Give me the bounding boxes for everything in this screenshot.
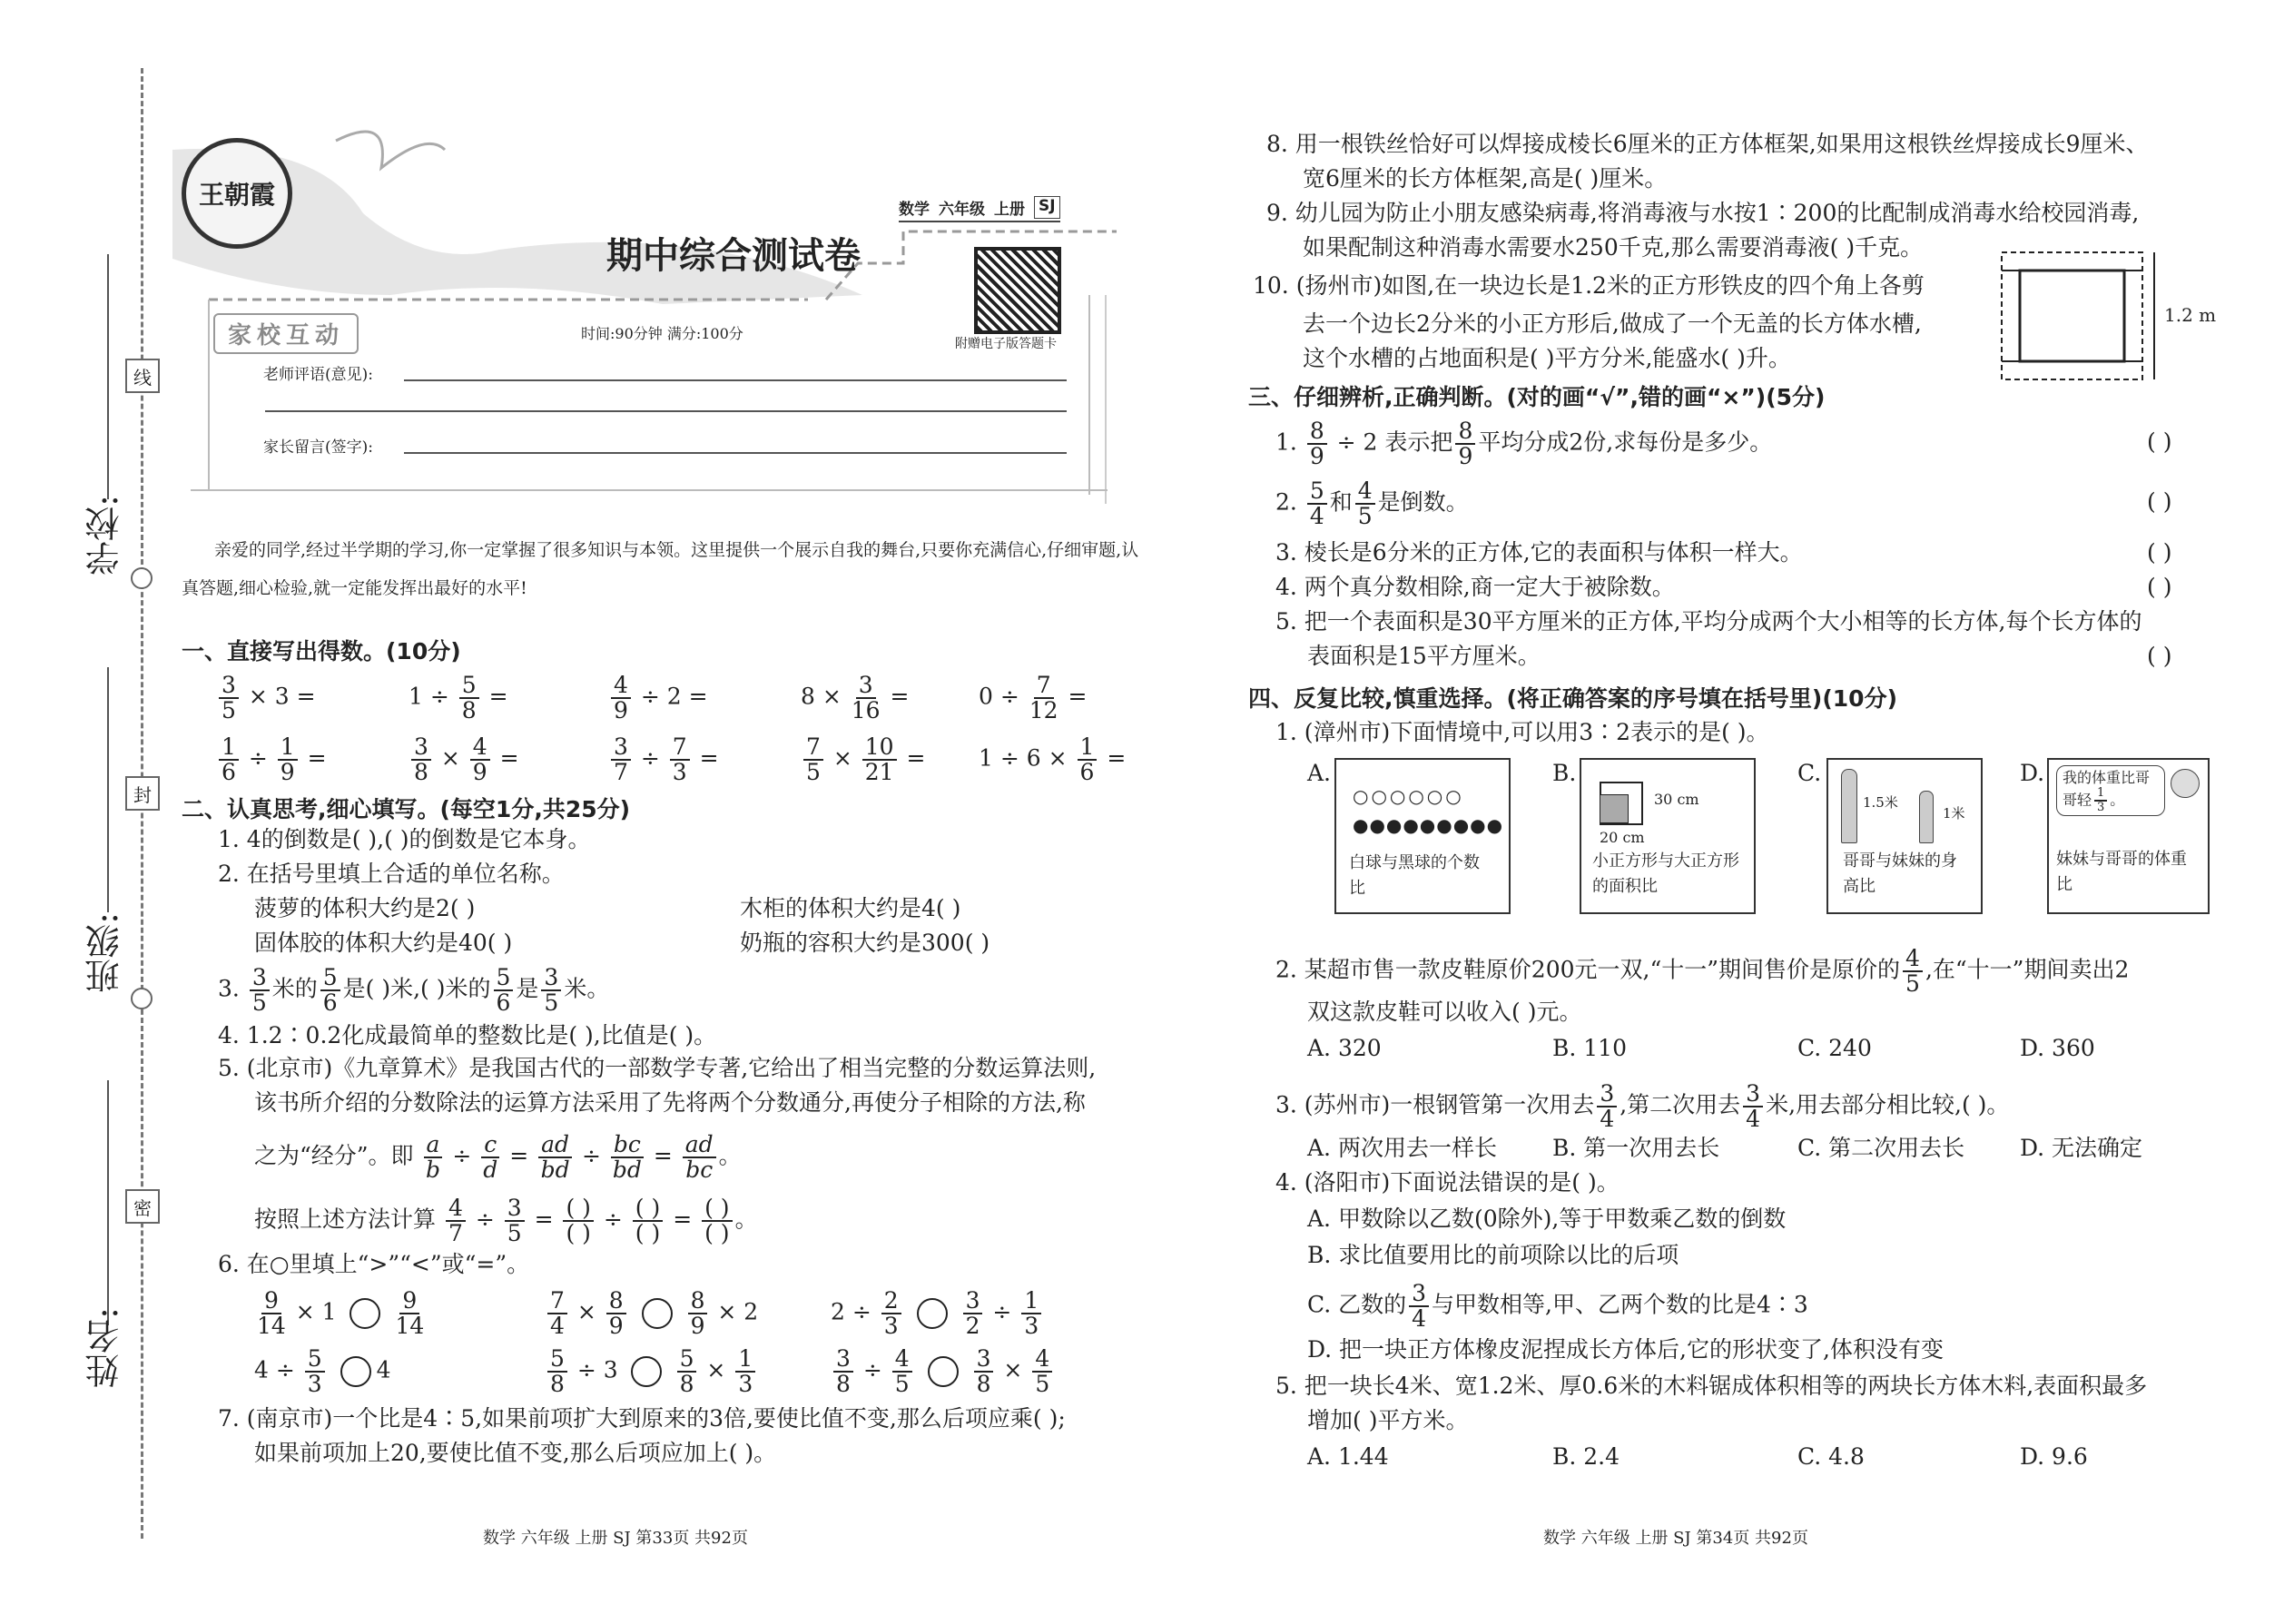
judge-5a: 5. 把一个表面积是30平方厘米的正方体,平均分成两个大小相等的长方体,每个长方体的 bbox=[1275, 608, 2142, 635]
speech-bubble: 我的体重比哥哥轻 $\frac{1}{3}$ 。 bbox=[2056, 765, 2165, 816]
teacher-comment-label: 老师评语(意见): bbox=[263, 366, 373, 384]
option-b-caption: 小正方形与大正方形的面积比 bbox=[1592, 851, 1739, 896]
question-2-10b: 去一个边长2分米的小正方形后,做成了一个无盖的长方体水槽, bbox=[1303, 310, 1922, 337]
binding-hole bbox=[131, 567, 153, 589]
option-a-box[interactable] bbox=[1334, 758, 1511, 914]
qr-code[interactable] bbox=[974, 247, 1061, 334]
question-2-8a: 8. 用一根铁丝恰好可以焊接成棱长6厘米的正方体框架,如果用这根铁丝焊接成长9厘米、 bbox=[1266, 131, 2149, 157]
answer-circle[interactable] bbox=[642, 1298, 673, 1329]
question-2-5d: 按照上述方法计算 $\frac{4}{7}$ ÷ $\frac{3}{5}$ = ( ) ( ) ÷ ( ) ( ) = ( ) ( ) 。 bbox=[254, 1195, 758, 1246]
section4-title: 四、反复比较,慎重选择。(将正确答案的序号填在括号里)(10分) bbox=[1248, 685, 1897, 712]
question-2-9a: 9. 幼儿园为防止小朋友感染病毒,将消毒液与水按1∶200的比配制成消毒水给校园消毒, bbox=[1266, 200, 2140, 226]
seal-secret-mark: 密 bbox=[125, 1189, 160, 1224]
home-school-badge: 家校互动 bbox=[213, 313, 359, 354]
name-underline bbox=[107, 1080, 109, 1325]
calc-item: 1 ÷ $\frac{5}{8}$ = bbox=[409, 672, 508, 723]
question-2-9b: 如果配制这种消毒水需要水250千克,那么需要消毒液( )千克。 bbox=[1303, 234, 1924, 261]
question-2-3: 3. $\frac{3}{5}$ 米的 $\frac{5}{6}$ 是( )米,( )米的 $\frac{5}{6}$ 是 $\frac{3}{5}$ 米。 bbox=[218, 964, 610, 1016]
calc-item: 8 × $\frac{3}{16}$ = bbox=[801, 672, 910, 723]
option-d-box[interactable] bbox=[2047, 758, 2210, 914]
intro-text: 亲爱的同学,经过半学期的学习,你一定掌握了很多知识与本领。这里提供一个展示自我的舞台,只要你充满信心,仔细审题,认真答题,细心检验,就一定能发挥出最好的水平! bbox=[182, 540, 1139, 598]
class-underline bbox=[107, 667, 109, 912]
option-b-box[interactable]: 30 cm 20 cm 小正方形与大正方形的面积比 bbox=[1580, 758, 1756, 914]
question-2-6: 6. 在○里填上“>”“<”或“=”。 bbox=[218, 1251, 530, 1277]
calc-item: 1 ÷ 6 × $\frac{1}{6}$ = bbox=[979, 733, 1127, 785]
option-a-caption: 白球与黑球的个数比 bbox=[1349, 853, 1480, 898]
choice-3-option-a[interactable]: A. 两次用去一样长 bbox=[1307, 1135, 1497, 1161]
option-c-label[interactable]: C. bbox=[1797, 760, 1822, 786]
choice-5a: 5. 把一块长4米、宽1.2米、厚0.6米的木料锯成体积相等的两块长方体木料,表面积最多 bbox=[1275, 1373, 2148, 1399]
sheet-figure bbox=[1993, 245, 2183, 390]
judge-4: 4. 两个真分数相除,商一定大于被除数。 bbox=[1275, 574, 1675, 600]
choice-2-option-c[interactable]: C. 240 bbox=[1797, 1035, 1872, 1061]
white-balls: ○○○○○○ bbox=[1353, 785, 1464, 807]
question-2-10a: 10. (扬州市)如图,在一块边长是1.2米的正方形铁皮的四个角上各剪 bbox=[1253, 272, 1925, 299]
choice-3-option-c[interactable]: C. 第二次用去长 bbox=[1797, 1135, 1965, 1161]
black-balls: ●●●●●●●●● bbox=[1353, 814, 1504, 836]
choice-3-option-b[interactable]: B. 第一次用去长 bbox=[1552, 1135, 1720, 1161]
question-2-2a: 菠萝的体积大约是2( ) bbox=[254, 895, 476, 921]
seal-line-mark: 线 bbox=[125, 359, 160, 393]
option-c-caption: 哥哥与妹妹的身高比 bbox=[1843, 851, 1957, 896]
choice-5b: 增加( )平方米。 bbox=[1307, 1407, 1469, 1433]
question-2-1: 1. 4的倒数是( ),( )的倒数是它本身。 bbox=[218, 826, 591, 852]
judge-3: 3. 棱长是6分米的正方体,它的表面积与体积一样大。 bbox=[1275, 539, 1803, 566]
parent-comment-label: 家长留言(签字): bbox=[263, 438, 373, 457]
compare-item: $\frac{9}{14}$ × 1 $\frac{9}{14}$ bbox=[257, 1287, 425, 1339]
choice-4-option-b[interactable]: B. 求比值要用比的前项除以比的后项 bbox=[1307, 1242, 1679, 1268]
parent-comment-line[interactable] bbox=[404, 452, 1067, 454]
judge-answer[interactable]: ( ) bbox=[2147, 428, 2172, 455]
calc-item: $\frac{7}{5}$ × $\frac{10}{21}$ = bbox=[801, 735, 925, 784]
choice-4-option-c[interactable]: C. 乙数的 $\frac{3}{4}$ 与甲数相等,甲、乙两个数的比是4∶3 bbox=[1307, 1280, 1808, 1332]
calc-item: $\frac{3}{7}$ ÷ $\frac{7}{3}$ = bbox=[608, 735, 719, 784]
judge-2: 2. $\frac{5}{4}$ 和 $\frac{4}{5}$ 是倒数。 bbox=[1275, 477, 1469, 529]
choice-5-option-d[interactable]: D. 9.6 bbox=[2020, 1443, 2088, 1470]
choice-1: 1. (漳州市)下面情境中,可以用3∶2表示的是( )。 bbox=[1275, 719, 1769, 745]
question-2-8b: 宽6厘米的长方体框架,高是( )厘米。 bbox=[1303, 165, 1668, 192]
teacher-comment-line[interactable] bbox=[265, 410, 1067, 412]
qr-caption: 附赠电子版答题卡 bbox=[955, 337, 1057, 351]
judge-answer[interactable]: ( ) bbox=[2147, 488, 2172, 515]
calc-item: $\frac{1}{6}$ ÷ $\frac{1}{9}$ = bbox=[216, 735, 327, 784]
time-info: 时间:90分钟 满分:100分 bbox=[581, 325, 743, 342]
brother-figure bbox=[1841, 769, 1857, 843]
class-label: 班级: bbox=[85, 912, 125, 993]
question-2-2b: 木柜的体积大约是4( ) bbox=[740, 895, 961, 921]
option-c-box[interactable]: 1.5米 1米 哥哥与妹妹的身高比 bbox=[1826, 758, 1983, 914]
compare-item: 2 ÷ $\frac{2}{3}$ $\frac{3}{2}$ ÷ $\frac{1}{3}$ bbox=[831, 1289, 1044, 1338]
question-2-7b: 如果前项加上20,要使比值不变,那么后项应加上( )。 bbox=[254, 1440, 777, 1466]
question-2-2d: 奶瓶的容积大约是300( ) bbox=[740, 930, 990, 956]
option-d-caption: 妹妹与哥哥的体重比 bbox=[2056, 850, 2187, 894]
school-underline bbox=[107, 254, 109, 499]
subject-tag: 数学 六年级 上册 SJ bbox=[899, 196, 1060, 222]
choice-2-option-d[interactable]: D. 360 bbox=[2020, 1035, 2095, 1061]
question-2-7a: 7. (南京市)一个比是4∶5,如果前项扩大到原来的3倍,要使比值不变,那么后项应乘( ); bbox=[218, 1405, 1066, 1432]
option-d-label[interactable]: D. bbox=[2020, 760, 2045, 786]
section1-title: 一、直接写出得数。(10分) bbox=[182, 638, 461, 664]
choice-5-option-c[interactable]: C. 4.8 bbox=[1797, 1443, 1865, 1470]
seal-seal-mark: 封 bbox=[125, 776, 160, 811]
choice-3-option-d[interactable]: D. 无法确定 bbox=[2020, 1135, 2143, 1161]
question-2-10c: 这个水槽的占地面积是( )平方分米,能盛水( )升。 bbox=[1303, 345, 1791, 371]
calc-item: $\frac{4}{9}$ ÷ 2 = bbox=[608, 674, 708, 723]
footer-right: 数学 六年级 上册 SJ 第34页 共92页 bbox=[1543, 1529, 1808, 1548]
answer-circle[interactable] bbox=[928, 1356, 959, 1387]
answer-circle[interactable] bbox=[340, 1356, 371, 1387]
choice-4-option-a[interactable]: A. 甲数除以乙数(0除外),等于甲数乘乙数的倒数 bbox=[1307, 1206, 1787, 1232]
judge-1: 1. $\frac{8}{9}$ ÷ 2 表示把 $\frac{8}{9}$ 平均分成2份,求每份是多少。 bbox=[1275, 418, 1773, 469]
brand-logo: 王朝霞 bbox=[182, 138, 292, 249]
choice-2a: 2. 某超市售一款皮鞋原价200元一双,“十一”期间售价是原价的 $\frac{4}{5}$ ,在“十一”期间卖出2 bbox=[1275, 945, 2130, 997]
child-figure bbox=[2171, 769, 2200, 798]
option-a-label[interactable]: A. bbox=[1307, 760, 1332, 786]
answer-circle[interactable] bbox=[631, 1356, 662, 1387]
choice-2-option-a[interactable]: A. 320 bbox=[1307, 1035, 1382, 1061]
binding-hole bbox=[131, 988, 153, 1009]
choice-3: 3. (苏州市)一根钢管第一次用去 $\frac{3}{4}$ ,第二次用去 $\frac{3}{4}$ 米,用去部分相比较,( )。 bbox=[1275, 1080, 2010, 1132]
sister-figure bbox=[1919, 791, 1934, 843]
question-2-5c: 之为“经分”。即 $\frac{a}{b}$ ÷ $\frac{c}{d}$ = $\frac{ad}{bd}$ ÷ $\frac{bc}{bd}$ = $\frac{ad}{bc}$ 。 bbox=[254, 1131, 742, 1183]
question-2-5a: 5. (北京市)《九章算术》是我国古代的一部数学专著,它给出了相当完整的分数运算法则, bbox=[218, 1055, 1097, 1081]
judge-5b: 表面积是15平方厘米。 bbox=[1307, 643, 1541, 669]
choice-2-option-b[interactable]: B. 110 bbox=[1552, 1035, 1627, 1061]
judge-answer[interactable]: ( ) bbox=[2147, 539, 2172, 566]
figure-label: 1.2 m bbox=[2164, 304, 2217, 326]
answer-circle[interactable] bbox=[350, 1298, 380, 1329]
compare-item: $\frac{5}{8}$ ÷ 3 $\frac{5}{8}$ × $\frac{1}{3}$ bbox=[545, 1347, 758, 1396]
option-b-label[interactable]: B. bbox=[1552, 760, 1577, 786]
compare-item: 4 ÷ $\frac{5}{3}$ 4 bbox=[254, 1345, 391, 1397]
question-2-2: 2. 在括号里填上合适的单位名称。 bbox=[218, 861, 565, 887]
choice-2c: 双这款皮鞋可以收入( )元。 bbox=[1307, 999, 1582, 1025]
section2-title: 二、认真思考,细心填写。(每空1分,共25分) bbox=[182, 796, 631, 822]
judge-answer[interactable]: ( ) bbox=[2147, 574, 2172, 600]
choice-5-option-a[interactable]: A. 1.44 bbox=[1307, 1443, 1389, 1470]
compare-item: $\frac{3}{8}$ ÷ $\frac{4}{5}$ $\frac{3}{8}$ × $\frac{4}{5}$ bbox=[831, 1347, 1055, 1396]
choice-4: 4. (洛阳市)下面说法错误的是( )。 bbox=[1275, 1169, 1620, 1196]
choice-4-option-d[interactable]: D. 把一块正方体橡皮泥捏成长方体后,它的形状变了,体积没有变 bbox=[1307, 1336, 1944, 1363]
name-label: 姓名: bbox=[85, 1307, 125, 1388]
page-title: 期中综合测试卷 bbox=[606, 235, 861, 277]
calc-item: $\frac{3}{8}$ × $\frac{4}{9}$ = bbox=[409, 735, 519, 784]
question-2-4: 4. 1.2∶0.2化成最简单的整数比是( ),比值是( )。 bbox=[218, 1022, 717, 1048]
judge-answer[interactable]: ( ) bbox=[2147, 643, 2172, 669]
question-2-2c: 固体胶的体积大约是40( ) bbox=[254, 930, 513, 956]
choice-5-option-b[interactable]: B. 2.4 bbox=[1552, 1443, 1620, 1470]
calc-item: $\frac{3}{5}$ × 3 = bbox=[216, 674, 316, 723]
small-square bbox=[1600, 794, 1629, 823]
section3-title: 三、仔细辨析,正确判断。(对的画“√”,错的画“×”)(5分) bbox=[1248, 384, 1826, 410]
compare-item: $\frac{7}{4}$ × $\frac{8}{9}$ $\frac{8}{9}$ × 2 bbox=[545, 1289, 758, 1338]
school-label: 学校: bbox=[85, 495, 125, 576]
answer-circle[interactable] bbox=[917, 1298, 948, 1329]
question-2-5b: 该书所介绍的分数除法的运算方法采用了先将两个分数通分,再使分子相除的方法,称 bbox=[254, 1089, 1086, 1116]
teacher-comment-line[interactable] bbox=[404, 379, 1067, 381]
footer-left: 数学 六年级 上册 SJ 第33页 共92页 bbox=[483, 1529, 748, 1548]
calc-item: 0 ÷ $\frac{7}{12}$ = bbox=[979, 672, 1088, 723]
